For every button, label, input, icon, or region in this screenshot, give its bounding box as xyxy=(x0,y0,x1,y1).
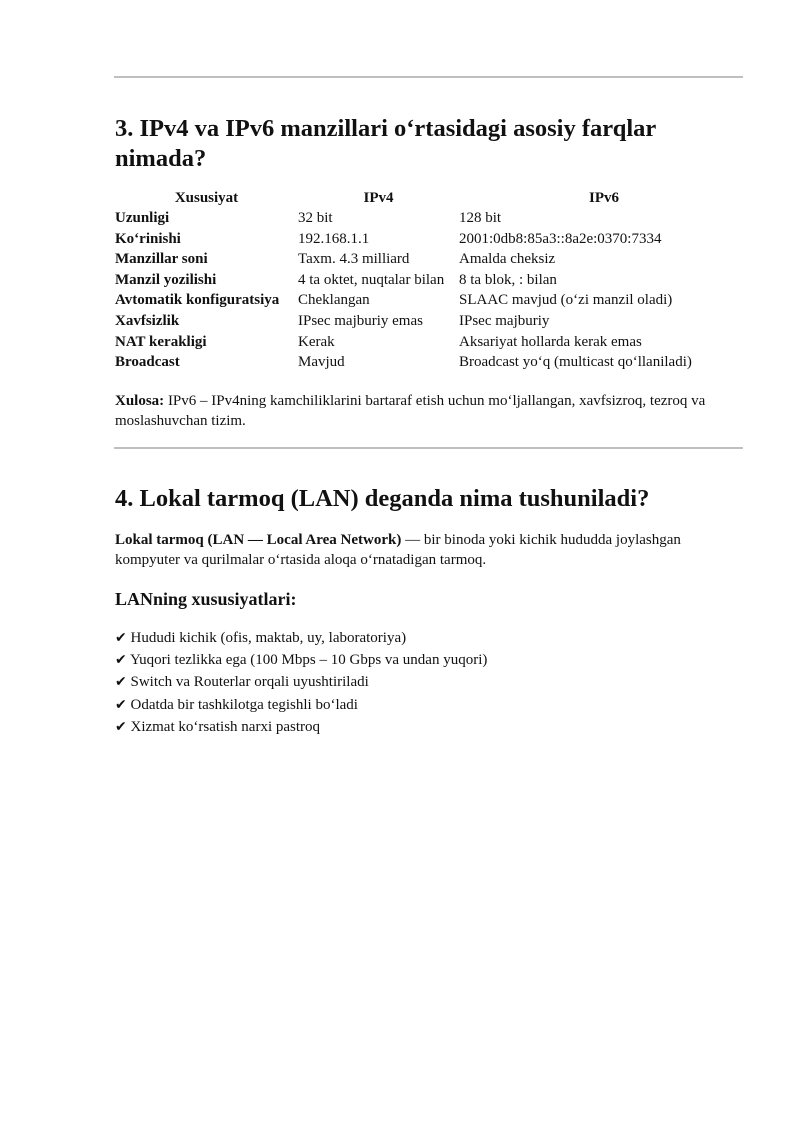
list-item xyxy=(115,716,487,738)
checkmark-icon: ✔ xyxy=(115,652,127,669)
lan-features-heading: LANning xususiyatlari: xyxy=(115,589,297,609)
ipv6-cell: Amalda cheksiz xyxy=(459,251,556,268)
checkmark-icon: ✔ xyxy=(115,696,127,713)
top-divider xyxy=(114,76,743,78)
list-item xyxy=(115,671,487,693)
feature-cell: Xavfsizlik xyxy=(115,312,180,329)
ipv4-cell: Kerak xyxy=(298,333,335,350)
table-row xyxy=(115,311,749,332)
ipv4-cell: 32 bit xyxy=(298,210,333,226)
ipv4-cell: 4 ta oktet, nuqtalar bilan xyxy=(298,271,445,288)
table-row xyxy=(115,229,749,250)
conclusion-text: IPv6 – IPv4ning kamchiliklarini bartaraf etish uchun mo‘ljallangan, xavfsizroq, tezroq va moslashuvchan tizim. xyxy=(115,393,706,429)
section4-title: 4. Lokal tarmoq (LAN) deganda nima tushuniladi? xyxy=(115,485,650,512)
table-row xyxy=(115,352,749,373)
ip-comparison-table xyxy=(115,188,749,373)
list-item xyxy=(115,649,487,671)
feature-text: Hududi kichik (ofis, maktab, uy, laboratoriya) xyxy=(130,630,407,646)
checkmark-icon: ✔ xyxy=(115,718,127,735)
ipv6-cell: SLAAC mavjud (o‘zi manzil oladi) xyxy=(459,292,673,309)
lan-features-list xyxy=(115,627,487,738)
checkmark-icon: ✔ xyxy=(115,674,127,691)
ipv4-cell: Mavjud xyxy=(298,354,345,371)
column-header-ipv6: IPv6 xyxy=(589,190,619,206)
ipv6-cell: Aksariyat hollarda kerak emas xyxy=(459,333,642,350)
ipv4-cell: IPsec majburiy emas xyxy=(298,312,423,329)
list-item xyxy=(115,694,487,716)
ipv6-cell: IPsec majburiy xyxy=(459,312,550,329)
feature-cell: Manzil yozilishi xyxy=(115,271,217,288)
conclusion-label: Xulosa: xyxy=(115,393,165,409)
checkmark-icon: ✔ xyxy=(115,630,127,646)
lan-definition-term: Lokal tarmoq (LAN — Local Area Network) xyxy=(115,532,402,548)
conclusion-paragraph xyxy=(115,391,740,431)
table-row xyxy=(115,290,749,311)
lan-definition-paragraph xyxy=(115,530,740,570)
middle-divider xyxy=(114,447,743,449)
lan-definition-text: — bir binoda yoki kichik hududda joylashgan kompyuter va qurilmalar o‘rtasida aloqa o‘rnatadigan tarmoq. xyxy=(115,532,681,568)
table-row xyxy=(115,208,749,229)
table-row xyxy=(115,332,749,353)
feature-cell: NAT kerakligi xyxy=(115,333,207,350)
column-header-ipv4: IPv4 xyxy=(363,190,394,206)
table-row xyxy=(115,270,749,291)
feature-cell: Ko‘rinishi xyxy=(115,230,181,247)
feature-text: Switch va Routerlar orqali uyushtiriladi xyxy=(130,674,369,691)
column-header-feature: Xususiyat xyxy=(174,190,239,206)
ipv6-cell: Broadcast yo‘q (multicast qo‘llaniladi) xyxy=(459,354,692,371)
feature-cell: Broadcast xyxy=(115,354,180,371)
feature-cell: Uzunligi xyxy=(115,210,170,226)
feature-text: Odatda bir tashkilotga tegishli bo‘ladi xyxy=(130,696,358,713)
ipv6-cell: 2001:0db8:85a3::8a2e:0370:7334 xyxy=(459,230,662,247)
list-item xyxy=(115,627,487,649)
ipv6-cell: 128 bit xyxy=(459,210,502,226)
feature-text: Xizmat ko‘rsatish narxi pastroq xyxy=(130,718,321,735)
feature-cell: Avtomatik konfiguratsiya xyxy=(115,292,280,309)
table-header-row xyxy=(115,188,749,208)
section3-title: 3. IPv4 va IPv6 manzillari o‘rtasidagi asosiy farqlar nimada? xyxy=(115,115,656,172)
ipv6-cell: 8 ta blok, : bilan xyxy=(459,271,557,288)
ipv4-cell: Taxm. 4.3 milliard xyxy=(298,251,410,268)
feature-cell: Manzillar soni xyxy=(115,251,208,268)
feature-text: Yuqori tezlikka ega (100 Mbps – 10 Gbps va undan yuqori) xyxy=(129,652,488,669)
ipv4-cell: 192.168.1.1 xyxy=(298,230,370,247)
table-row xyxy=(115,249,749,270)
ipv4-cell: Cheklangan xyxy=(298,292,370,309)
